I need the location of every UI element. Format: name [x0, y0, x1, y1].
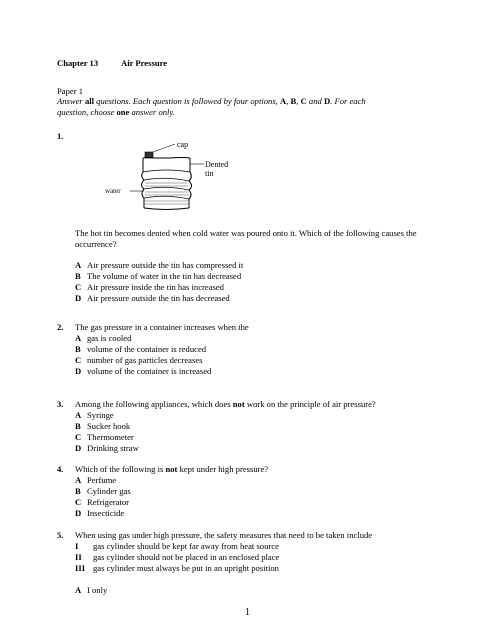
water-label: water [105, 187, 121, 195]
option-text: Drinking straw [87, 443, 139, 453]
statement-numeral: III [75, 563, 86, 573]
option-text: volume of the container is increased [87, 366, 212, 376]
question-1-number: 1. [57, 131, 64, 141]
option-text: I only [87, 585, 108, 595]
instr-text: . For each [330, 96, 366, 106]
option-letter: B [75, 486, 81, 496]
option-text: Insecticide [87, 508, 125, 518]
chapter-number: Chapter 13 [57, 58, 99, 68]
dented-label: Dented [205, 160, 229, 169]
option-letter: A [75, 585, 82, 595]
option-text: Refrigerator [87, 497, 129, 507]
tin-drawing [100, 138, 240, 218]
instr-letter: C [300, 96, 307, 106]
option-text: Thermometer [87, 432, 134, 442]
chapter-title: Air Pressure [121, 58, 168, 68]
option-text: Air pressure inside the tin has increased [87, 282, 224, 292]
statement-text: gas cylinder should not be placed in an enclosed place [93, 552, 280, 562]
statement-numeral: I [75, 541, 79, 551]
question-3-stem [75, 399, 376, 409]
question-5-stem: When using gas under high pressure, the safety measures that need to be taken include [75, 530, 373, 540]
instr-letter: A [279, 96, 287, 106]
cap-label: cap [177, 140, 189, 149]
instr-all: all [84, 96, 95, 106]
instr-text: questions. Each question is followed by four options, [94, 96, 280, 106]
stem-not: not [165, 464, 178, 474]
question-2-stem: The gas pressure in a container increases when the [75, 322, 249, 332]
question-1-stem-line-2: occurrence? [75, 239, 117, 249]
dented-tin-figure [100, 138, 240, 218]
option-letter: C [75, 355, 82, 365]
tin-label: tin [205, 169, 214, 178]
option-text: The volume of water in the tin has decreased [87, 271, 242, 281]
question-5-number: 5. [57, 530, 64, 540]
option-letter: A [75, 333, 82, 343]
option-letter: A [75, 260, 82, 270]
instr-text: Answer [57, 96, 85, 106]
option-letter: D [75, 443, 82, 453]
stem-text: kept under high pressure? [177, 464, 269, 474]
option-letter: C [75, 497, 82, 507]
option-text: Air pressure outside the tin has decreased [87, 293, 230, 303]
option-letter: D [75, 293, 82, 303]
option-letter: C [75, 432, 82, 442]
question-2-number: 2. [57, 322, 64, 332]
option-letter: D [75, 366, 82, 376]
page-number: 1 [245, 607, 250, 618]
option-text: volume of the container is reduced [87, 344, 207, 354]
instr-text: answer only. [129, 107, 175, 117]
option-text: Sucker hook [87, 421, 131, 431]
paper-label: Paper 1 [57, 86, 84, 96]
option-letter: B [75, 344, 81, 354]
option-text: Cylinder gas [87, 486, 131, 496]
instr-letter: D [323, 96, 331, 106]
question-3-number: 3. [57, 399, 64, 409]
instr-text: question, choose [57, 107, 117, 117]
instructions-line-1 [57, 96, 366, 106]
instr-text: , [296, 96, 301, 106]
question-4-number: 4. [57, 464, 64, 474]
instr-text: and [306, 96, 324, 106]
option-letter: A [75, 410, 82, 420]
question-1-stem-line-1: The hot tin becomes dented when cold water was poured onto it. Which of the following causes the [75, 228, 417, 238]
question-4-stem [75, 464, 268, 474]
option-letter: D [75, 508, 82, 518]
stem-text: work on the principle of air pressure? [244, 399, 376, 409]
option-letter: B [75, 271, 81, 281]
statement-text: gas cylinder must always be put in an upright position [93, 563, 279, 573]
stem-text: Among the following appliances, which does [75, 399, 233, 409]
option-text: Air pressure outside the tin has compressed it [87, 260, 244, 270]
option-text: gas is cooled [87, 333, 132, 343]
instructions-line-2 [57, 107, 175, 117]
option-letter: A [75, 475, 82, 485]
option-letter: C [75, 282, 82, 292]
instr-one: one [116, 107, 130, 117]
stem-not: not [232, 399, 245, 409]
option-text: Syringe [87, 410, 114, 420]
option-text: Perfume [87, 475, 117, 485]
option-letter: B [75, 421, 81, 431]
instr-letter: B [290, 96, 297, 106]
statement-text: gas cylinder should be kept far away from heat source [93, 541, 279, 551]
stem-text: Which of the following is [75, 464, 166, 474]
instr-text: , [286, 96, 291, 106]
statement-numeral: II [75, 552, 82, 562]
option-text: number of gas particles decreases [87, 355, 203, 365]
